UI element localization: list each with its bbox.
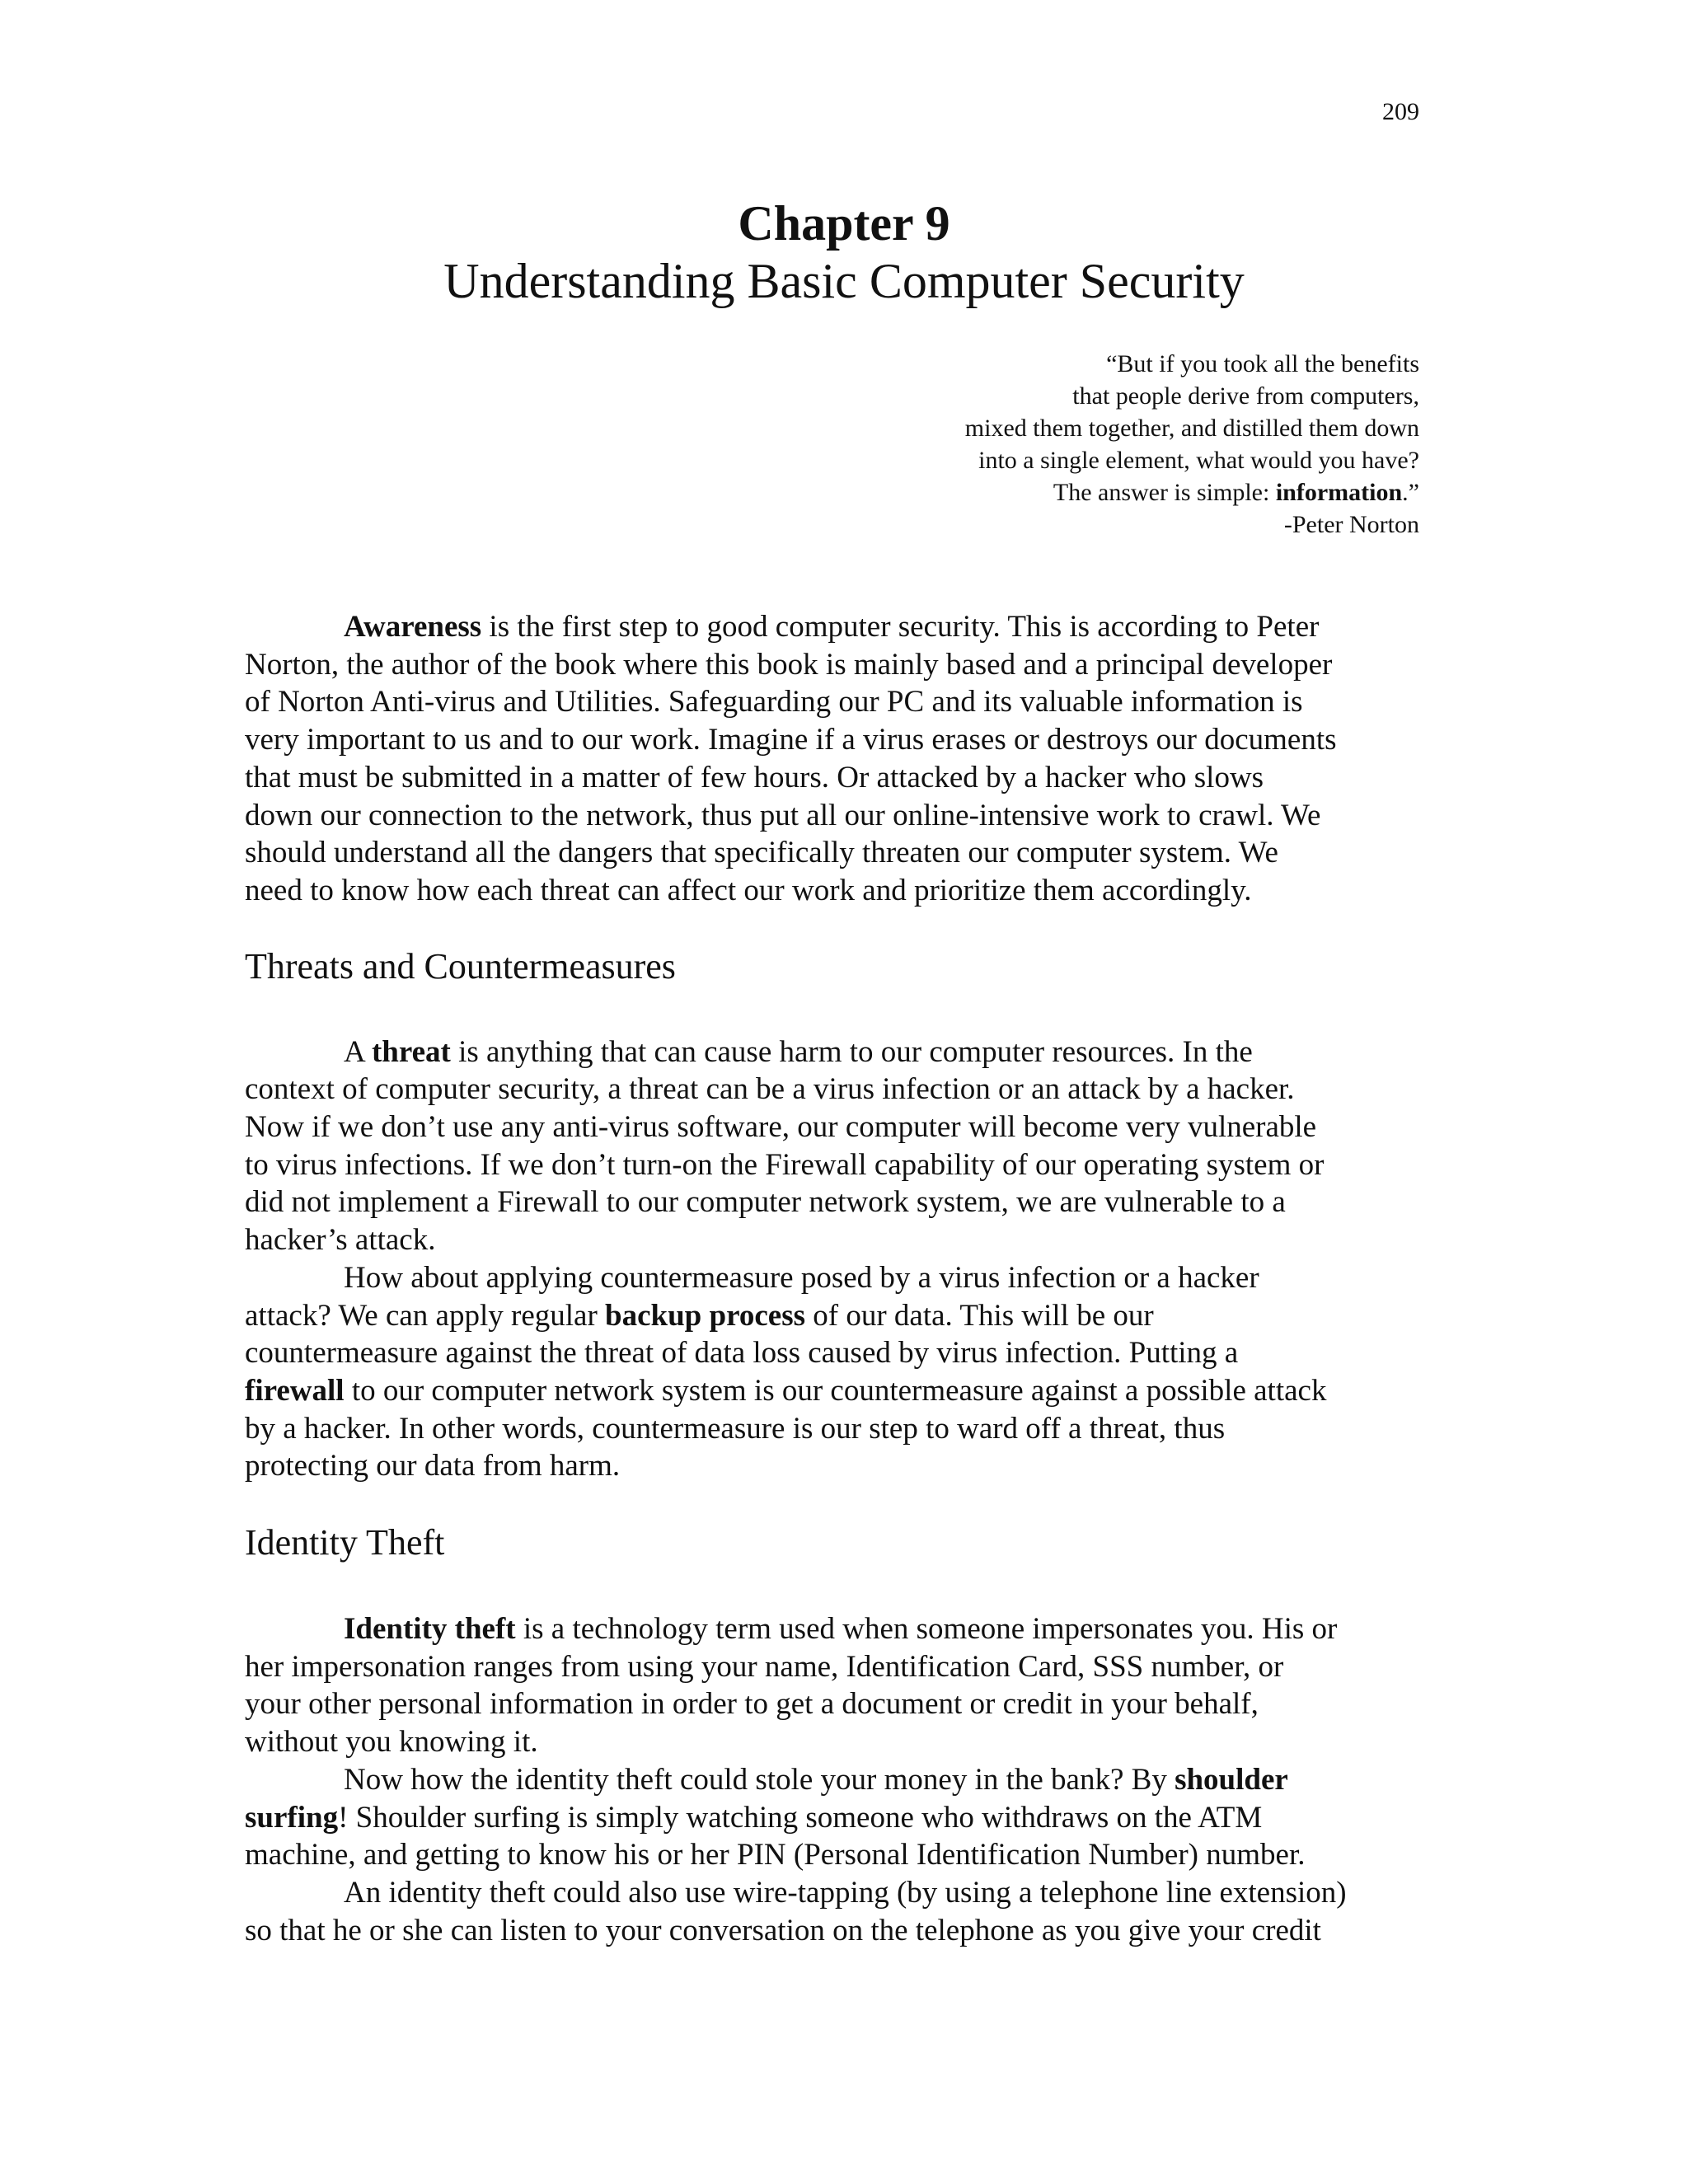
paragraph-line: that must be submitted in a matter of few hours. Or attacked by a hacker who slows (245, 760, 1264, 794)
epigraph-bold-term: information (1275, 479, 1403, 506)
paragraph-line: need to know how each threat can affect our work and prioritize them accordingly. (245, 873, 1252, 907)
threat-paragraph (245, 1033, 1423, 1259)
paragraph-line: How about applying countermeasure posed by a virus infection or a hacker (344, 1260, 1259, 1295)
line-text: attack? We can apply regular (245, 1298, 606, 1333)
paragraph-line: Norton, the author of the book where this book is mainly based and a principal developer (245, 647, 1333, 682)
paragraph-line: An identity theft could also use wire-tapping (by using a telephone line extension) (344, 1875, 1347, 1910)
epigraph-text: .” (1402, 479, 1419, 506)
paragraph-line (245, 1799, 1423, 1837)
bold-term: surfing (245, 1800, 339, 1835)
paragraph-line: so that he or she can listen to your conversation on the telephone as you give your credit (245, 1913, 1321, 1947)
bold-term: Identity theft (344, 1612, 516, 1647)
section-heading-identity-theft: Identity Theft (245, 1522, 445, 1563)
line-text: to our computer network system is our countermeasure against a possible attack (344, 1373, 1327, 1408)
paragraph-line (245, 608, 1423, 646)
paragraph-line (245, 1372, 1423, 1410)
epigraph-quote (678, 348, 1419, 541)
line-text: is anything that can cause harm to our computer resources. In the (450, 1034, 1253, 1069)
paragraph-line (245, 1761, 1423, 1799)
countermeasure-paragraph (245, 1259, 1423, 1485)
paragraph-line: of Norton Anti-virus and Utilities. Safeguarding our PC and its valuable information is (245, 685, 1303, 719)
paragraph-line: very important to us and to our work. Imagine if a virus erases or destroys our documents (245, 723, 1337, 757)
bold-term: Awareness (344, 610, 482, 644)
paragraph-line: countermeasure against the threat of data loss caused by virus infection. Putting a (245, 1336, 1239, 1371)
paragraph-line: her impersonation ranges from using your name, Identification Card, SSS number, or (245, 1649, 1284, 1684)
epigraph-line: into a single element, what would you have? (978, 447, 1419, 474)
paragraph-line: your other personal information in order to get a document or credit in your behalf, (245, 1687, 1259, 1722)
wire-tapping-paragraph (245, 1874, 1423, 1949)
paragraph-line (245, 1297, 1423, 1335)
shoulder-surfing-paragraph (245, 1761, 1423, 1874)
epigraph-attribution: -Peter Norton (1283, 511, 1419, 538)
line-text: of our data. This will be our (805, 1298, 1154, 1333)
paragraph-line: down our connection to the network, thus put all our online-intensive work to crawl. We (245, 798, 1321, 832)
paragraph-line: without you knowing it. (245, 1725, 538, 1760)
bold-term: threat (371, 1034, 451, 1069)
epigraph-line (678, 476, 1419, 509)
paragraph-line: protecting our data from harm. (245, 1449, 621, 1483)
epigraph-text: The answer is simple: (1053, 479, 1276, 506)
paragraph-line: to virus infections. If we don’t turn-on the Firewall capability of our operating system or (245, 1147, 1325, 1182)
paragraph-line: hacker’s attack. (245, 1223, 436, 1258)
chapter-label: Chapter 9 (738, 196, 950, 251)
paragraph-line: Now if we don’t use any anti-virus software, our computer will become very vulnerable (245, 1110, 1317, 1145)
paragraph-line (245, 1033, 1423, 1071)
paragraph-line (245, 1610, 1423, 1648)
epigraph-line: “But if you took all the benefits (1106, 350, 1419, 377)
line-text: ! Shoulder surfing is simply watching someone who withdraws on the ATM (338, 1800, 1263, 1835)
identity-theft-paragraph (245, 1610, 1423, 1761)
paragraph-line: context of computer security, a threat can be a virus infection or an attack by a hacker. (245, 1072, 1295, 1107)
paragraph-line: should understand all the dangers that specifically threaten our computer system. We (245, 836, 1278, 870)
epigraph-line: mixed them together, and distilled them down (964, 415, 1419, 442)
epigraph-line: that people derive from computers, (1072, 382, 1419, 410)
chapter-title: Understanding Basic Computer Security (443, 254, 1245, 308)
intro-paragraph (245, 608, 1423, 910)
body-content (245, 608, 1423, 1949)
bold-term: backup process (605, 1298, 805, 1333)
paragraph-line: did not implement a Firewall to our computer network system, we are vulnerable to a (245, 1185, 1286, 1220)
section-heading-threats: Threats and Countermeasures (245, 945, 676, 987)
line-text: is a technology term used when someone impersonates you. His or (515, 1612, 1338, 1647)
line-text: Now how the identity theft could stole your money in the bank? By (344, 1762, 1175, 1797)
line-text: A (344, 1034, 372, 1069)
bold-term: firewall (245, 1373, 345, 1408)
paragraph-line: by a hacker. In other words, countermeasure is our step to ward off a threat, thus (245, 1411, 1226, 1446)
page-number: 209 (1382, 98, 1419, 125)
bold-term: shoulder (1175, 1762, 1288, 1797)
paragraph-line: machine, and getting to know his or her PIN (Personal Identification Number) number. (245, 1838, 1306, 1872)
line-text: is the first step to good computer security. This is according to Peter (481, 610, 1320, 644)
